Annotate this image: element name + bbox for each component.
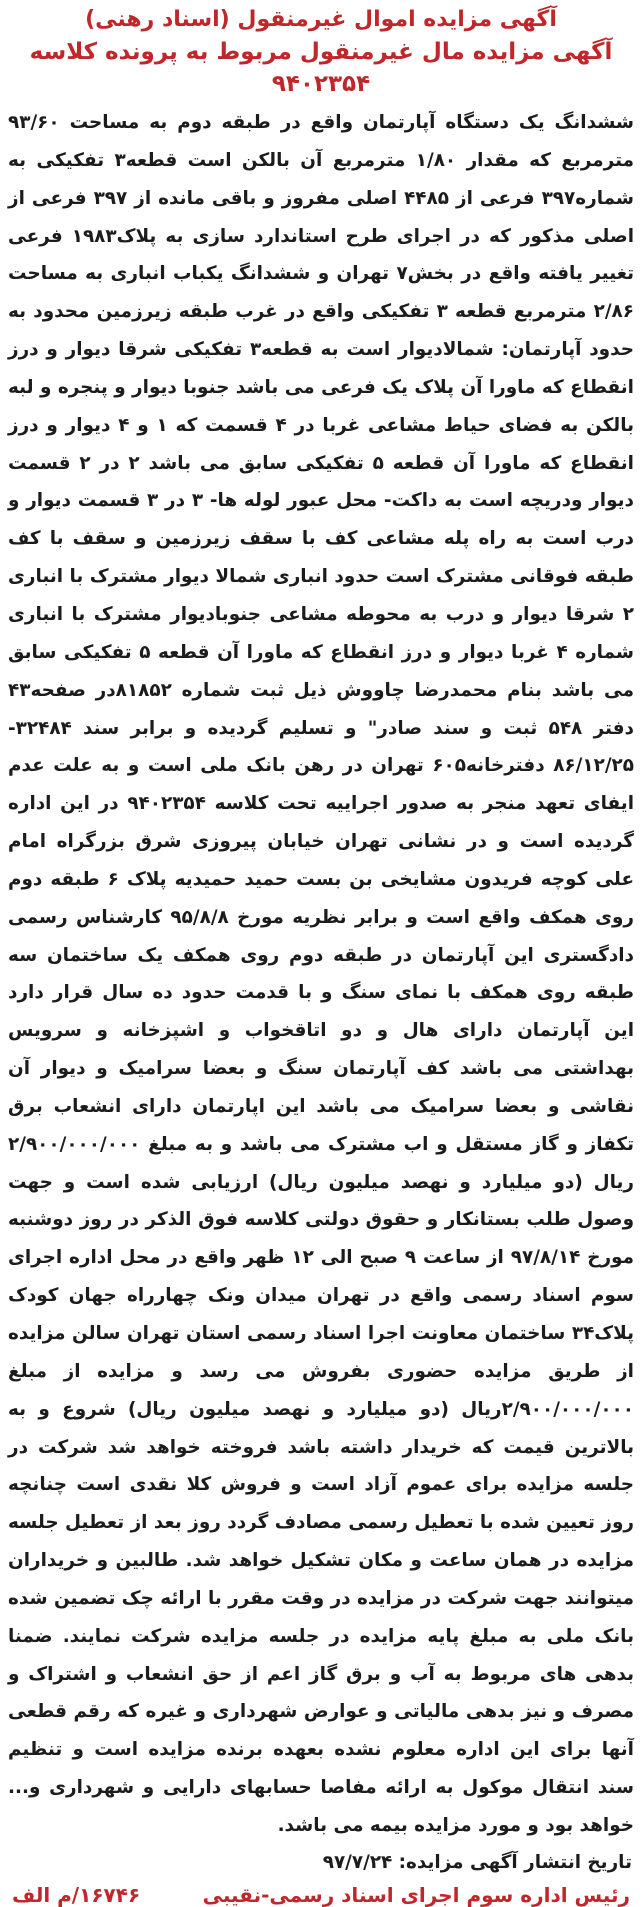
- notice-subtitle: آگهی مزایده مال غیرمنقول مربوط به پرونده کلاسه ۹۴۰۲۳۵۴: [29, 39, 613, 97]
- notice-body: ششدانگ یک دستگاه آپارتمان واقع در طبقه دوم به مساحت ۹۳/۶۰ مترمربع که مقدار ۱/۸۰ مترمربع آن بالکن است قطعه۳ تفکیکی به شماره۳۹۷ فرعی از ۴۴۸۵ اصلی مفروز و باقی مانده از ۳۹۷ فرعی از اصلی مذکور که در اجرای طرح استاندارد سازی به پلاک۱۹۸۳ فرعی تغییر یافته واقع در بخش۷ تهران و ششدانگ یکباب انباری به مساحت ۲/۸۶ مترمربع قطعه ۳ تفکیکی واقع در غرب طبقه زیرزمین محدود به حدود آپارتمان: شمالادیوار است به قطعه۳ تفکیکی شرقا دیوار و درز انقطاع که ماورا آن پلاک یک فرعی می باشد جنوبا دیوار و پنجره و لبه بالکن به فضای حیاط مشاعی غربا در ۴ قسمت که ۱ و ۴ دیوار و درز انقطاع که ماورا آن قطعه ۵ تفکیکی سابق می باشد ۲ در ۲ قسمت دیوار ودریچه است به داکت- محل عبور لوله ها- ۳ در ۳ قسمت دیوار و درب است به راه پله مشاعی کف با سقف زیرزمین و سقف با کف طبقه فوقانی مشترک است حدود انباری شمالا دیوار مشترک با انباری ۲ شرقا دیوار و درب به محوطه مشاعی جنوبادیوار مشترک با انباری شماره ۴ غربا دیوار و درز انقطاع که ماورا آن قطعه ۵ تفکیکی سابق می باشد بنام محمدرضا چاووش ذیل ثبت شماره ۸۱۸۵۲در صفحه۴۳ دفتر ۵۴۸ ثبت و سند صادر" و تسلیم گردیده و برابر سند ۳۲۴۸۴- ۸۶/۱۲/۲۵ دفترخانه۶۰۵ تهران در رهن بانک ملی است و به علت عدم ایفای تعهد منجر به صدور اجراییه تحت کلاسه ۹۴۰۲۳۵۴ در این اداره گردیده است و در نشانی تهران خیابان پیروزی شرق بزرگراه امام علی کوچه فریدون مشایخی بن بست حمید حمیدیه پلاک ۶ طبقه دوم روی همکف واقع است و برابر نظریه مورخ ۹۵/۸/۸ کارشناس رسمی دادگستری این آپارتمان در طبقه دوم روی همکف یک ساختمان سه طبقه روی همکف با نمای سنگ و با قدمت حدود ده سال قرار دارد این آپارتمان دارای هال و دو اتاقخواب و اشپزخانه و سرویس بهداشتی می باشد کف آپارتمان سنگ و بعضا سرامیک و دیوار آن نقاشی و بعضا سرامیک می باشد این اپارتمان دارای انشعاب برق تکفاز و گاز مستقل و اب مشترک می باشد و به مبلغ ۲/۹۰۰/۰۰۰/۰۰۰ ریال (دو میلیارد و نهصد میلیون ریال) ارزیابی شده است و جهت وصول طلب بستانکار و حقوق دولتی کلاسه فوق الذکر در روز دوشنبه مورخ ۹۷/۸/۱۴ از ساعت ۹ صبح الی ۱۲ ظهر واقع در محل اداره اجرای سوم اسناد رسمی واقع در تهران میدان ونک چهارراه جهان کودک پلاک۳۴ ساختمان معاونت اجرا اسناد رسمی استان تهران سالن مزایده از طریق مزایده حضوری بفروش می رسد و مزایده از مبلغ ۲/۹۰۰/۰۰۰/۰۰۰ریال (دو میلیارد و نهصد میلیون ریال) شروع و به بالاترین قیمت که خریدار داشته باشد فروخته خواهد شد شرکت در جلسه مزایده برای عموم آزاد است و فروش کلا نقدی است چنانچه روز تعیین شده با تعطیل رسمی مصادف گردد روز بعد از تعطیل جلسه مزایده در همان ساعت و مکان تشکیل خواهد شد. طالبین و خریداران میتوانند جهت شرکت در مزایده در وقت مقرر با ارائه چک تضمین شده بانک ملی به مبلغ پایه مزایده در جلسه مزایده شرکت نمایند. ضمنا بدهی های مربوط به آب و برق گاز اعم از حق انشعاب و اشتراک و مصرف و نیز بدهی مالیاتی و عوارض شهرداری و غیره که رقم قطعی آنها برای این اداره معلوم نشده بعهده برنده مزایده است و تنظیم سند انتقال موکول به ارائه مفاصا حسابهای دارایی و شهرداری و... خواهد بود و مورد مزایده بیمه می باشد.: [8, 112, 635, 1836]
- notice-code: ۱۶۷۴۶/م الف: [12, 1882, 141, 1907]
- publication-date: تاریخ انتشار آگهی مزایده: ۹۷/۷/۲۴: [322, 1851, 632, 1873]
- official-signature: رئیس اداره سوم اجرای اسناد رسمی-نقیبی: [202, 1882, 630, 1907]
- notice-footer: [8, 1883, 634, 1907]
- notice-title: آگهی مزایده اموال غیرمنقول (اسناد رهنی): [85, 7, 557, 32]
